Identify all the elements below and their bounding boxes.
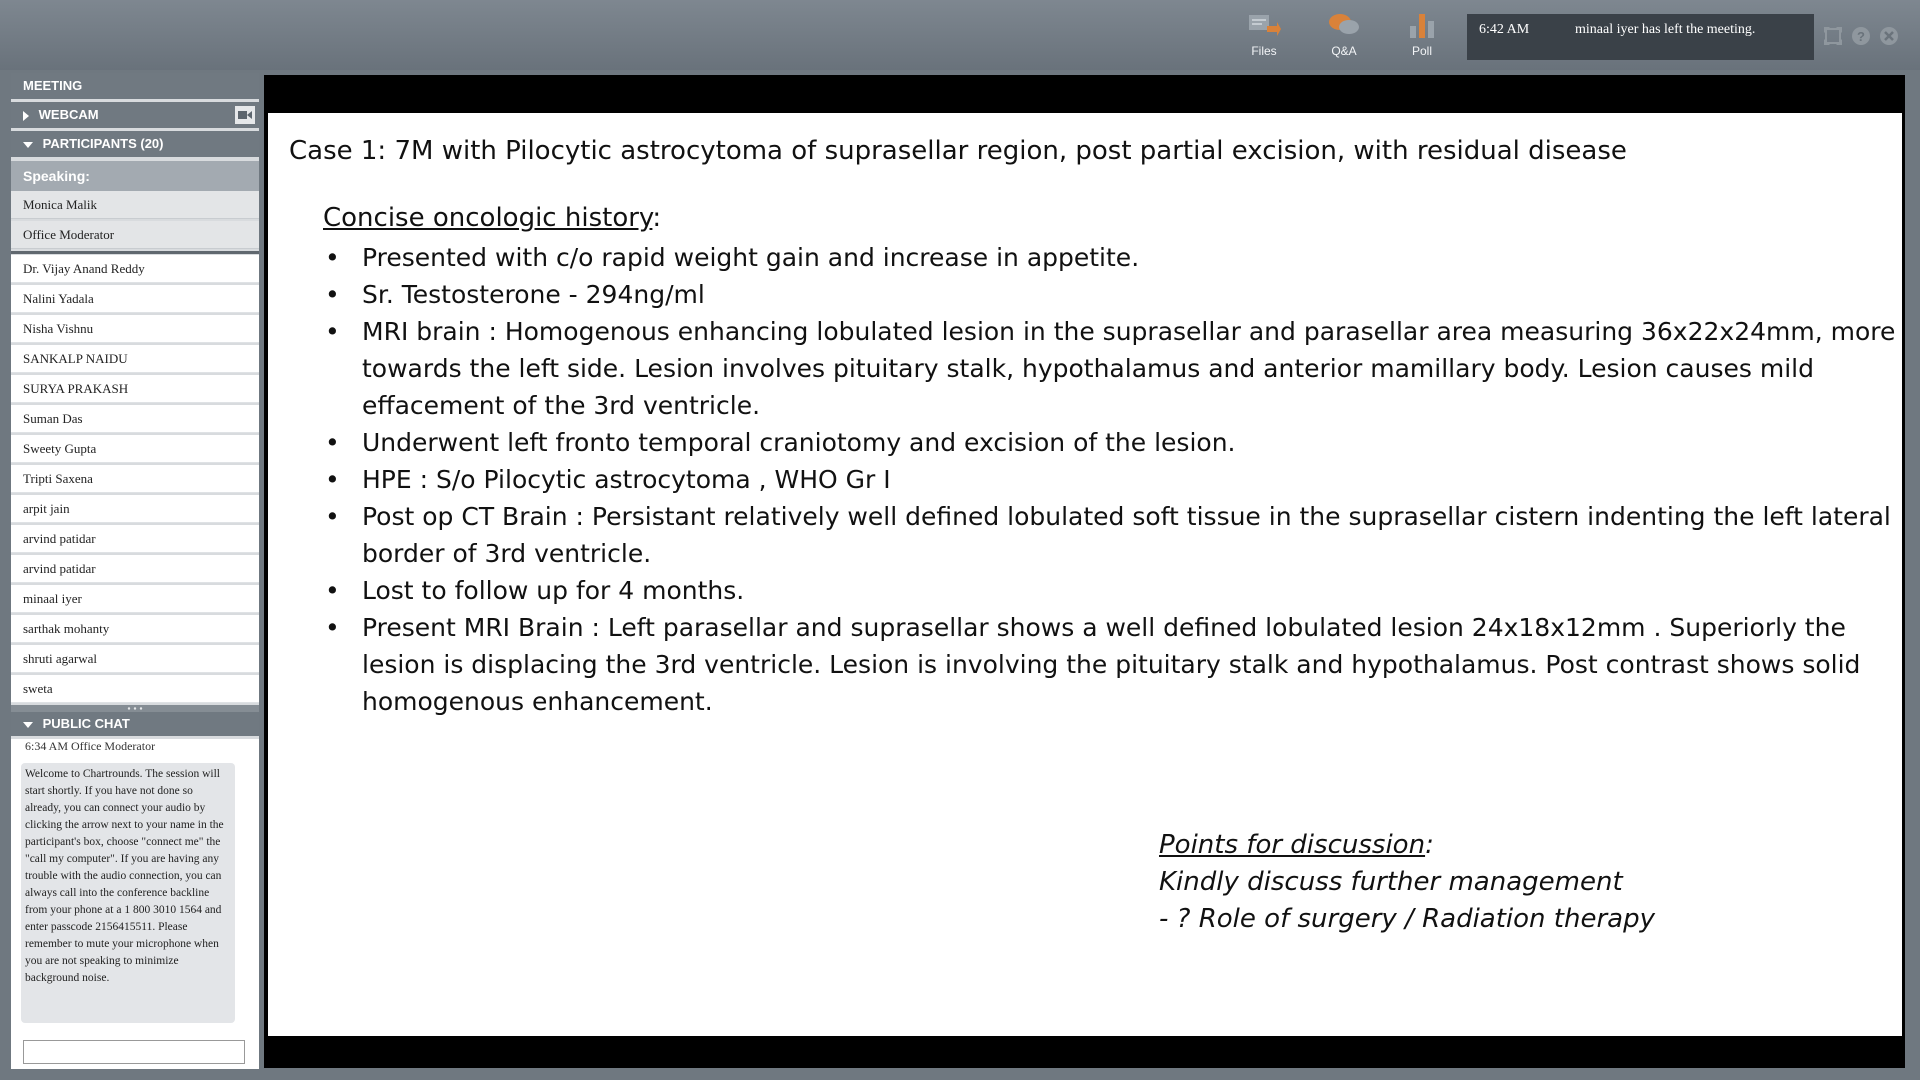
- participant-item[interactable]: [11, 675, 259, 703]
- participant-name: Nalini Yadala: [23, 291, 94, 306]
- expand-icon: [23, 111, 29, 121]
- help-icon[interactable]: [1851, 26, 1871, 46]
- speaker-name: Monica Malik: [23, 197, 98, 212]
- history-heading-colon: :: [652, 203, 662, 233]
- grip-icon: [11, 705, 259, 712]
- left-panel: [11, 73, 259, 1069]
- chat-message-meta: 6:34 AM Office Moderator: [25, 739, 156, 753]
- poll-button[interactable]: [1392, 12, 1452, 58]
- notification-box: [1467, 14, 1814, 60]
- svg-text:?: ?: [1857, 29, 1865, 44]
- participant-item[interactable]: [11, 585, 259, 613]
- speaker-name: Office Moderator: [23, 227, 115, 242]
- chat-message: Welcome to Chartrounds. The session will start shortly. If you have not done so already, you can connect your audio by clicking the arrow next to your name in the participant's box, choose "connect me" the "call my computer". If you are having any trouble with the audio connection, you can always call into the conference backline from your phone at a 1 800 3010 1564 and enter passcode 2156415511. Please remember to mute your microphone when you are not speaking to minimize background noise.: [21, 763, 235, 1023]
- presentation-slide: [268, 113, 1902, 1036]
- participant-name: Sweety Gupta: [23, 441, 97, 456]
- files-icon: [1247, 12, 1281, 38]
- participant-name: sweta: [23, 681, 53, 696]
- participant-name: Suman Das: [23, 411, 83, 426]
- participant-name: Tripti Saxena: [23, 471, 93, 486]
- participant-item[interactable]: [11, 465, 259, 493]
- participant-item[interactable]: [11, 555, 259, 583]
- public-chat-header[interactable]: [11, 712, 259, 736]
- participant-item[interactable]: [11, 525, 259, 553]
- close-icon[interactable]: [1879, 26, 1899, 46]
- list-item: • Present MRI Brain : Left parasellar and suprasellar shows a well defined lobulated lesion 24x18x12mm . Superiorly the lesion is displacing the 3rd ventricle. Lesion is involving the pituitary stalk and hypothalamus. Post contrast shows solid homogenous enhancement.: [323, 609, 1903, 720]
- participant-item[interactable]: [11, 615, 259, 643]
- list-item: • Underwent left fronto temporal craniotomy and excision of the lesion.: [323, 424, 1903, 461]
- list-item: • HPE : S/o Pilocytic astrocytoma , WHO Gr I: [323, 461, 1903, 498]
- webcam-header[interactable]: [11, 102, 259, 128]
- participant-item[interactable]: [11, 495, 259, 523]
- chat-input[interactable]: [23, 1040, 245, 1064]
- public-chat-label: PUBLIC CHAT: [42, 716, 130, 731]
- chat-area: [11, 739, 259, 1069]
- poll-label: Poll: [1411, 44, 1432, 58]
- speaker-item[interactable]: [11, 221, 259, 249]
- participant-name: shruti agarwal: [23, 651, 98, 666]
- divider: [11, 251, 259, 254]
- discussion-line: Kindly discuss further management: [1159, 867, 1623, 897]
- speaker-item[interactable]: [11, 191, 259, 219]
- participants-label: PARTICIPANTS (20): [42, 136, 164, 151]
- participants-header[interactable]: [11, 131, 259, 157]
- discussion-line: - ? Role of surgery / Radiation therapy: [1159, 904, 1655, 934]
- discussion-heading-colon: :: [1425, 830, 1434, 860]
- participant-name: arvind patidar: [23, 531, 96, 546]
- participant-item[interactable]: [11, 375, 259, 403]
- list-item: • Presented with c/o rapid weight gain and increase in appetite.: [323, 239, 1903, 276]
- meeting-label: MEETING: [23, 78, 83, 93]
- fullscreen-icon[interactable]: [1823, 26, 1843, 46]
- meeting-header[interactable]: [11, 73, 259, 99]
- participant-name: minaal iyer: [23, 591, 82, 606]
- history-heading: [323, 203, 661, 233]
- files-button[interactable]: [1234, 12, 1294, 58]
- webcam-icon[interactable]: [235, 106, 255, 124]
- webcam-label: WEBCAM: [38, 107, 99, 122]
- participant-name: arpit jain: [23, 501, 70, 516]
- history-heading-text: Concise oncologic history: [323, 203, 653, 233]
- poll-icon: [1405, 12, 1439, 38]
- participant-name: Dr. Vijay Anand Reddy: [23, 261, 145, 276]
- discussion-heading: Points for discussion: [1159, 830, 1426, 860]
- discussion-points: [1159, 827, 1655, 938]
- files-label: Files: [1251, 44, 1277, 58]
- participant-item[interactable]: [11, 255, 259, 283]
- slide-title: Case 1: 7M with Pilocytic astrocytoma of suprasellar region, post partial excision, with residual disease: [289, 136, 1627, 166]
- list-item: • Lost to follow up for 4 months.: [323, 572, 1903, 609]
- top-toolbar: [0, 0, 1920, 70]
- participant-item[interactable]: [11, 315, 259, 343]
- participant-name: arvind patidar: [23, 561, 96, 576]
- qa-icon: [1327, 12, 1361, 38]
- participant-item[interactable]: [11, 285, 259, 313]
- participant-item[interactable]: [11, 645, 259, 673]
- list-item: • MRI brain : Homogenous enhancing lobulated lesion in the suprasellar and parasellar area measuring 36x22x24mm, more towards the left side. Lesion involves pituitary stalk, hypothalamus and anterior mamillary body. Lesion causes mild effacement of the 3rd ventricle.: [323, 313, 1903, 424]
- collapse-icon: [23, 722, 33, 728]
- notification-time: 6:42 AM: [1479, 22, 1530, 37]
- participant-name: SANKALP NAIDU: [23, 351, 128, 366]
- list-item: • Post op CT Brain : Persistant relatively well defined lobulated soft tissue in the suprasellar cistern indenting the left lateral border of 3rd ventricle.: [323, 498, 1903, 572]
- participant-name: SURYA PRAKASH: [23, 381, 129, 396]
- list-item: • Sr. Testosterone - 294ng/ml: [323, 276, 1903, 313]
- speaking-header: [11, 161, 259, 191]
- speaking-label: Speaking:: [23, 168, 90, 184]
- notification-message: minaal iyer has left the meeting.: [1575, 22, 1756, 37]
- participant-item[interactable]: [11, 405, 259, 433]
- panel-resize-handle[interactable]: [11, 705, 259, 712]
- participant-name: sarthak mohanty: [23, 621, 110, 636]
- qa-button[interactable]: [1314, 12, 1374, 58]
- history-list: [323, 239, 1903, 720]
- collapse-icon: [23, 142, 33, 148]
- participant-name: Nisha Vishnu: [23, 321, 94, 336]
- participant-item[interactable]: [11, 345, 259, 373]
- qa-label: Q&A: [1331, 44, 1357, 58]
- participant-item[interactable]: [11, 435, 259, 463]
